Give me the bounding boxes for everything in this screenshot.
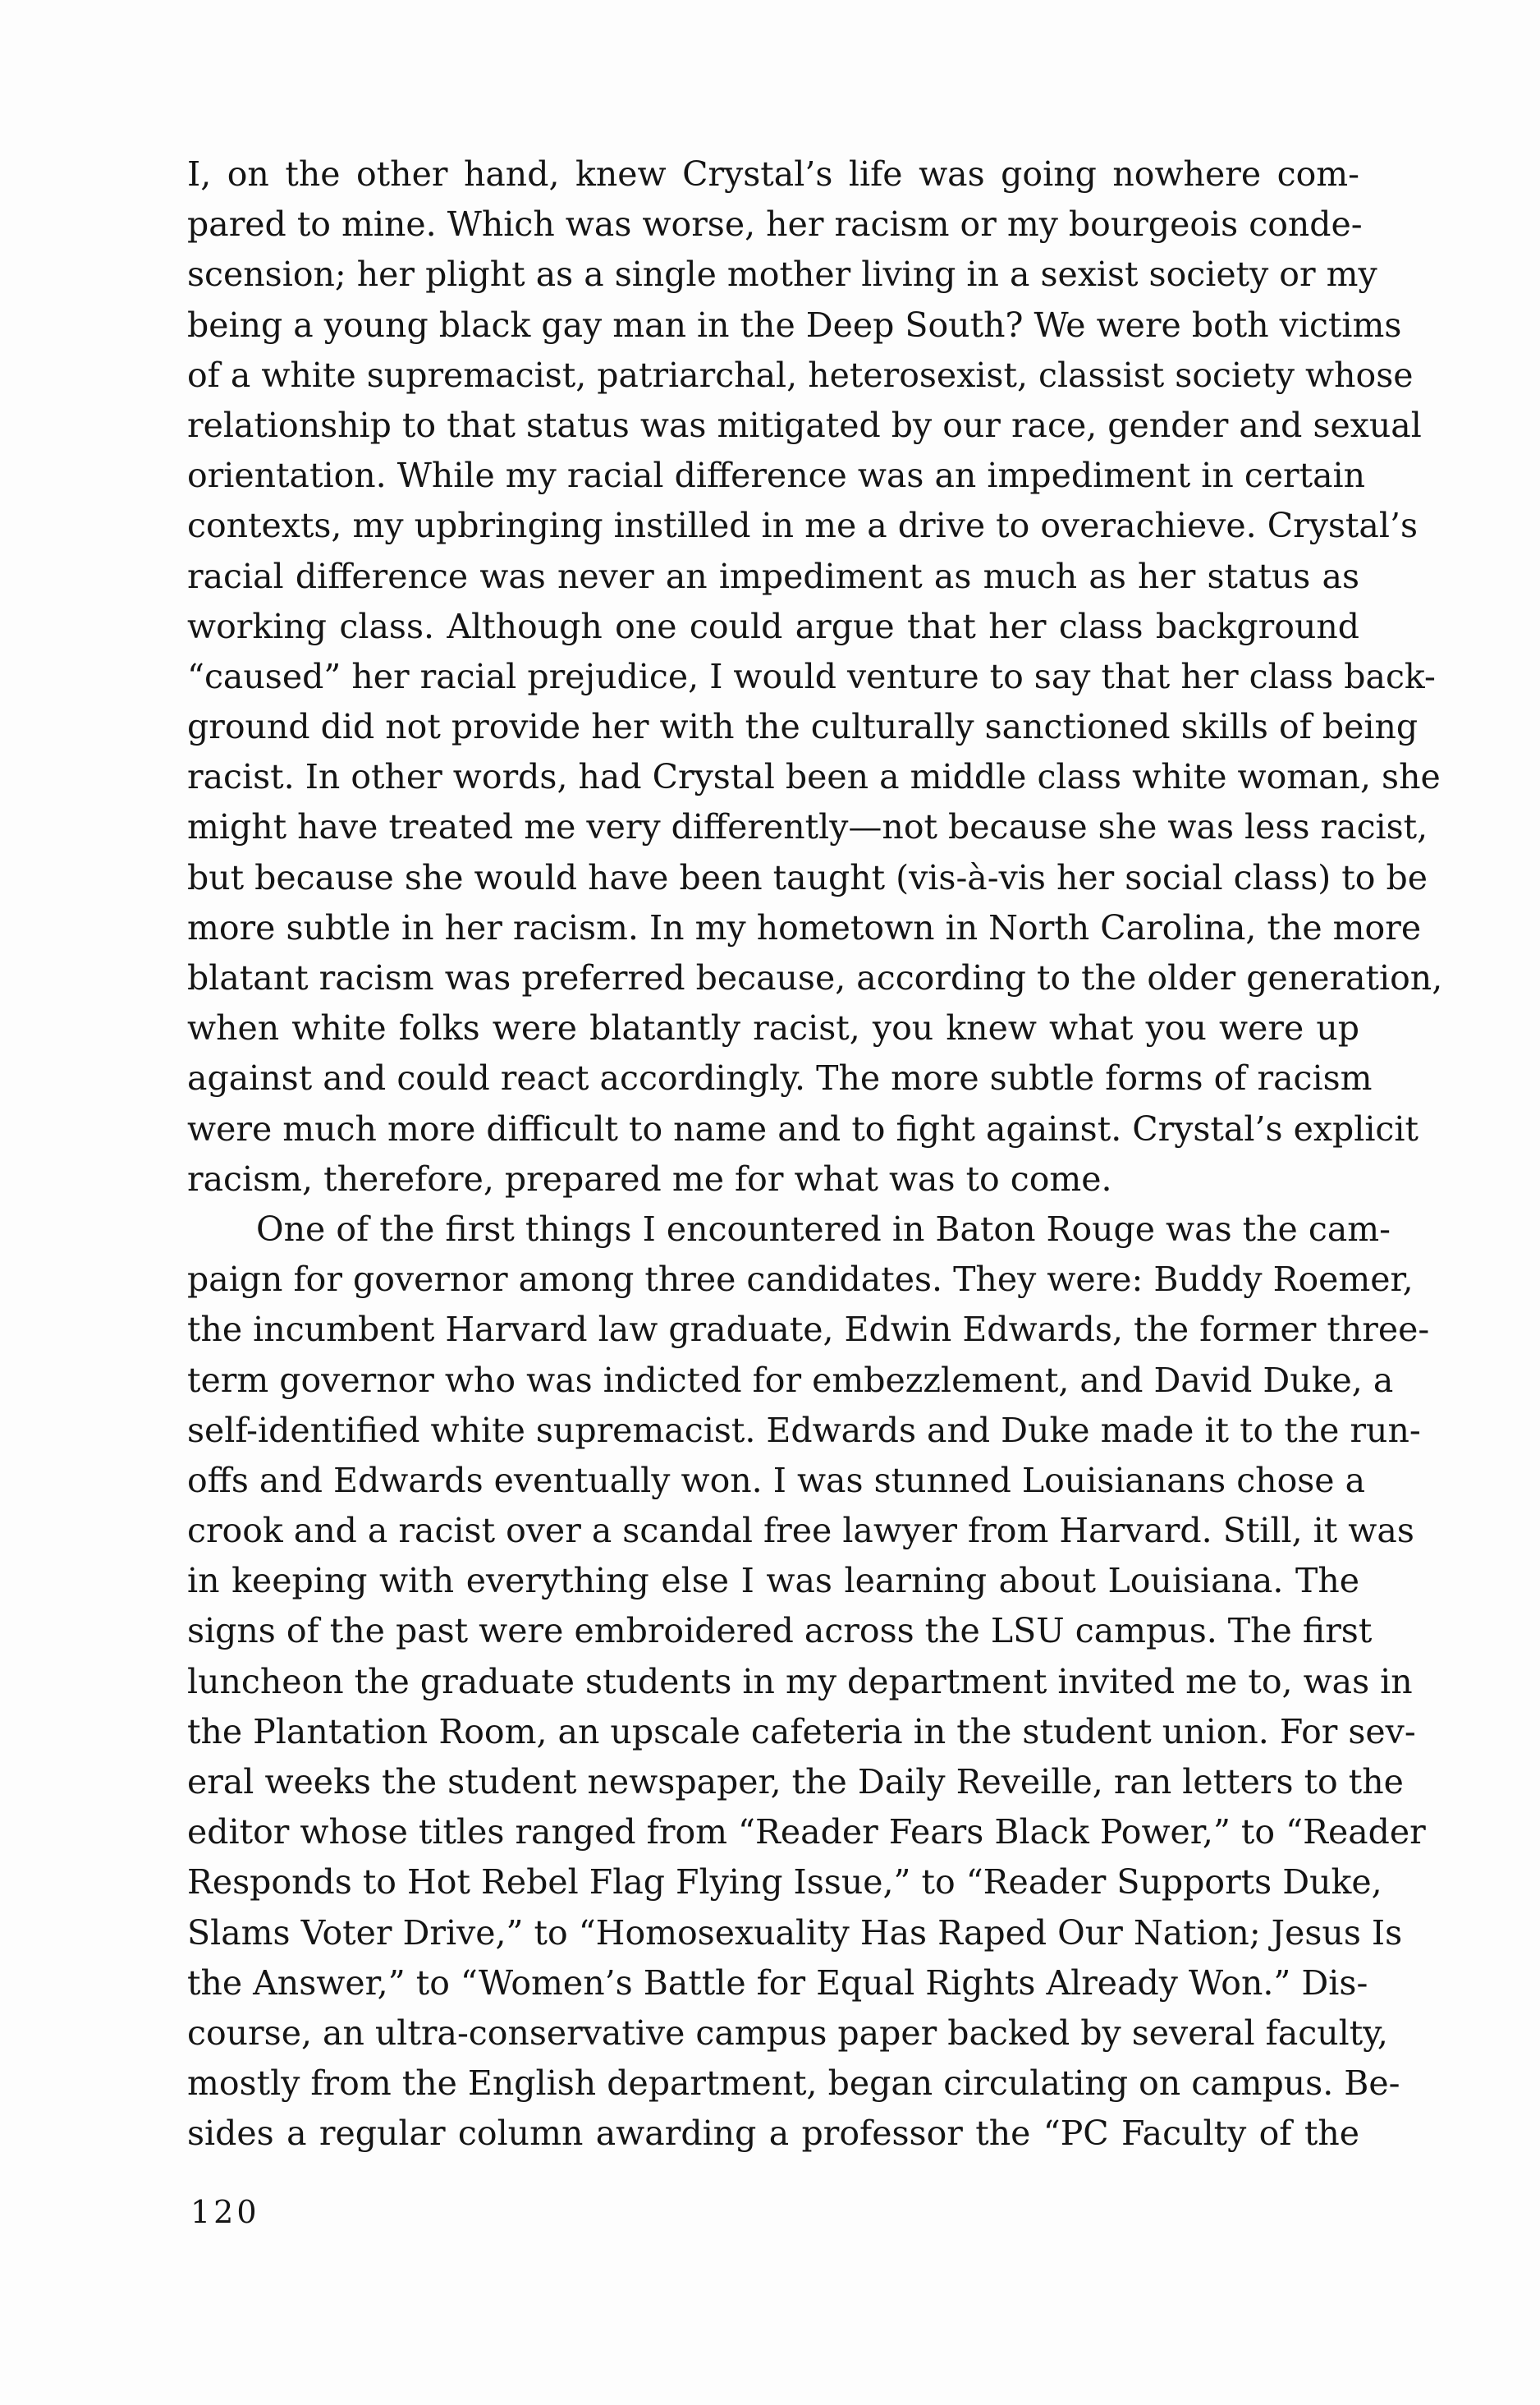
text-line: racial difference was never an impediment as much as her status as (187, 556, 1359, 596)
text-line: paign for governor among three candidates. They were: Buddy Roemer, (187, 1260, 1414, 1300)
text-line: signs of the past were embroidered across the LSU campus. The first (187, 1611, 1373, 1651)
body-text (187, 149, 1443, 2159)
text-line: were much more difficult to name and to fight against. Crystal’s explicit (187, 1108, 1419, 1149)
paragraph-2 (187, 1205, 1430, 2159)
text-line: the incumbent Harvard law graduate, Edwin Edwards, the former three- (187, 1310, 1430, 1350)
text-line: when white folks were blatantly racist, you knew what you were up (187, 1008, 1359, 1049)
text-line: contexts, my upbringing instilled in me a drive to overachieve. Crystal’s (187, 506, 1419, 546)
text-line: One of the first things I encountered in Baton Rouge was the cam- (256, 1209, 1391, 1249)
text-line: racist. In other words, had Crystal been a middle class white woman, she (187, 757, 1441, 797)
text-line: pared to mine. Which was worse, her racism or my bourgeois conde- (187, 204, 1363, 245)
text-line: eral weeks the student newspaper, the Daily Reveille, ran letters to the (187, 1762, 1404, 1801)
text-line: relationship to that status was mitigated by our race, gender and sexual (187, 405, 1422, 445)
text-line: working class. Although one could argue that her class background (187, 606, 1359, 646)
text-line: racism, therefore, prepared me for what was to come. (187, 1159, 1112, 1199)
text-line: “caused” her racial prejudice, I would venture to say that her class back- (187, 656, 1436, 696)
text-line: I, on the other hand, knew Crystal’s life was going nowhere com- (187, 154, 1359, 194)
text-line: might have treated me very differently—not because she was less racist, (187, 807, 1428, 847)
text-line: course, an ultra-conservative campus paper backed by several faculty, (187, 2013, 1388, 2053)
text-line: the Answer,” to “Women’s Battle for Equal Rights Already Won.” Dis- (187, 1962, 1368, 2003)
text-line: blatant racism was preferred because, according to the older generation, (187, 958, 1443, 998)
page-number: 120 (190, 2194, 260, 2230)
text-line: crook and a racist over a scandal free lawyer from Harvard. Still, it was (187, 1511, 1414, 1551)
text-line: but because she would have been taught (vis-à-vis her social class) to be (187, 857, 1428, 897)
text-line: against and could react accordingly. The more subtle forms of racism (187, 1058, 1373, 1099)
text-line: orientation. While my racial difference was an impediment in certain (187, 456, 1366, 496)
paragraph-1 (187, 149, 1443, 1205)
text-line: sides a regular column awarding a professor the “PC Faculty of the (187, 2114, 1359, 2154)
text-line: Slams Voter Drive,” to “Homosexuality Has Raped Our Nation; Jesus Is (187, 1912, 1403, 1953)
text-line: in keeping with everything else I was learning about Louisiana. The (187, 1561, 1359, 1601)
text-line: offs and Edwards eventually won. I was stunned Louisianans chose a (187, 1460, 1366, 1500)
text-line: mostly from the English department, began circulating on campus. Be- (187, 2063, 1400, 2104)
text-line: Responds to Hot Rebel Flag Flying Issue,” to “Reader Supports Duke, (187, 1862, 1382, 1902)
text-line: ground did not provide her with the culturally sanctioned skills of being (187, 707, 1419, 747)
text-line: the Plantation Room, an upscale cafeteria in the student union. For sev- (187, 1711, 1416, 1751)
text-line: luncheon the graduate students in my department invited me to, was in (187, 1661, 1413, 1701)
text-line: being a young black gay man in the Deep South? We were both victims (187, 305, 1402, 345)
text-line: self-identified white supremacist. Edwards and Duke made it to the run- (187, 1410, 1421, 1450)
text-line: scension; her plight as a single mother living in a sexist society or my (187, 255, 1377, 295)
text-line: term governor who was indicted for embezzlement, and David Duke, a (187, 1360, 1394, 1400)
text-line: editor whose titles ranged from “Reader Fears Black Power,” to “Reader (187, 1812, 1426, 1852)
text-line: more subtle in her racism. In my hometown in North Carolina, the more (187, 907, 1422, 948)
text-line: of a white supremacist, patriarchal, heterosexist, classist society whose (187, 355, 1414, 395)
